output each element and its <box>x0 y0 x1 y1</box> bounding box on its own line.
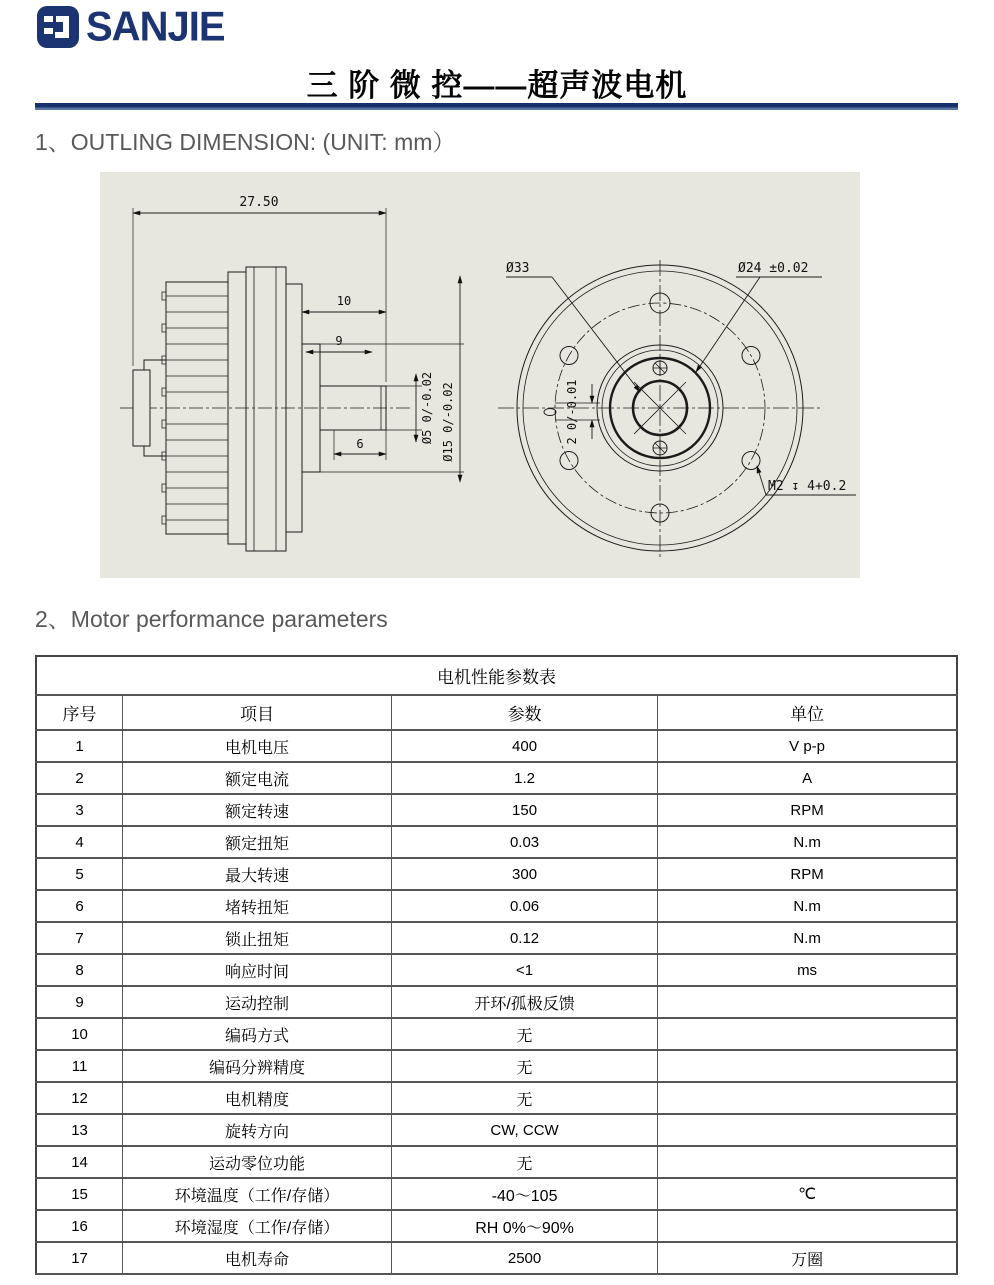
table-cell: -40～105 <box>391 1178 657 1210</box>
table-cell: 电机精度 <box>123 1082 392 1114</box>
table-cell: 额定扭矩 <box>123 826 392 858</box>
table-cell: 15 <box>36 1178 123 1210</box>
table-row <box>36 1146 957 1178</box>
column-header: 参数 <box>391 695 657 730</box>
table-cell: 编码分辨精度 <box>123 1050 392 1082</box>
table-cell: 旋转方向 <box>123 1114 392 1146</box>
table-cell: 150 <box>391 794 657 826</box>
table-cell: 万圈 <box>658 1242 957 1274</box>
table-cell: 5 <box>36 858 123 890</box>
table-cell: 12 <box>36 1082 123 1114</box>
table-cell: N.m <box>658 890 957 922</box>
dim-6: 6 <box>356 437 364 451</box>
table-row <box>36 1018 957 1050</box>
table-cell: <1 <box>391 954 657 986</box>
table-row <box>36 1114 957 1146</box>
table-cell: 1.2 <box>391 762 657 794</box>
table-cell <box>658 1018 957 1050</box>
column-header: 项目 <box>123 695 392 730</box>
table-cell: CW, CCW <box>391 1114 657 1146</box>
table-cell: 13 <box>36 1114 123 1146</box>
table-cell: 3 <box>36 794 123 826</box>
table-cell: 8 <box>36 954 123 986</box>
table-cell: 9 <box>36 986 123 1018</box>
table-row <box>36 762 957 794</box>
dim-shaft-diameter: Ø5 0/-0.02 <box>420 371 434 445</box>
table-cell: 堵转扭矩 <box>123 890 392 922</box>
table-cell: 14 <box>36 1146 123 1178</box>
table-row <box>36 954 957 986</box>
table-cell: ℃ <box>658 1178 957 1210</box>
table-cell <box>658 1082 957 1114</box>
outline-dimension-drawing <box>100 172 860 578</box>
table-body <box>36 730 957 1274</box>
table-row <box>36 922 957 954</box>
table-row <box>36 826 957 858</box>
table-title-row <box>36 656 957 695</box>
dim-overall-length: 27.50 <box>239 195 279 210</box>
table-cell: 无 <box>391 1146 657 1178</box>
section-heading-outline-dimension: 1、OUTLING DIMENSION: (UNIT: mm） <box>35 129 456 155</box>
dim-pin: 2 0/-0.01 <box>565 379 579 445</box>
table-cell: 无 <box>391 1082 657 1114</box>
table-cell: 400 <box>391 730 657 762</box>
dim-bolt-circle: Ø24 ±0.02 <box>738 261 809 276</box>
table-cell: 锁止扭矩 <box>123 922 392 954</box>
table-cell: 无 <box>391 1050 657 1082</box>
table-cell: 16 <box>36 1210 123 1242</box>
table-cell: 0.06 <box>391 890 657 922</box>
table-cell: 响应时间 <box>123 954 392 986</box>
dim-9: 9 <box>335 334 343 348</box>
dim-tapped-hole: M2 ↧ 4+0.2 <box>768 479 847 494</box>
table-row <box>36 794 957 826</box>
motor-dimension-svg <box>100 172 860 578</box>
table-cell: 2500 <box>391 1242 657 1274</box>
table-header-row <box>36 695 957 730</box>
table-cell: 0.03 <box>391 826 657 858</box>
table-cell: 运动零位功能 <box>123 1146 392 1178</box>
table-cell: 环境湿度（工作/存储） <box>123 1210 392 1242</box>
table-row <box>36 1082 957 1114</box>
table-cell: 开环/孤极反馈 <box>391 986 657 1018</box>
side-view <box>120 195 464 551</box>
table-row <box>36 1050 957 1082</box>
table-cell <box>658 1210 957 1242</box>
table-cell: 300 <box>391 858 657 890</box>
dim-10: 10 <box>336 294 352 308</box>
table-cell: 17 <box>36 1242 123 1274</box>
table-cell: 电机寿命 <box>123 1242 392 1274</box>
table-cell: 环境温度（工作/存储） <box>123 1178 392 1210</box>
front-view <box>498 260 856 560</box>
table-cell: A <box>658 762 957 794</box>
table-cell <box>658 1114 957 1146</box>
table-row <box>36 1242 957 1274</box>
dim-pilot-diameter: Ø15 0/-0.02 <box>441 382 455 462</box>
sanjie-logo-icon <box>36 4 80 50</box>
brand-logo <box>36 4 225 50</box>
table-cell: ms <box>658 954 957 986</box>
table-cell: N.m <box>658 826 957 858</box>
table-cell: 6 <box>36 890 123 922</box>
dim-outer-diameter: Ø33 <box>506 261 530 276</box>
table-cell: RH 0%～90% <box>391 1210 657 1242</box>
table-cell: 1 <box>36 730 123 762</box>
table-cell: 7 <box>36 922 123 954</box>
table-cell: 0.12 <box>391 922 657 954</box>
table-title: 电机性能参数表 <box>36 656 957 695</box>
table-row <box>36 986 957 1018</box>
section-heading-performance: 2、Motor performance parameters <box>35 606 388 632</box>
table-cell: 4 <box>36 826 123 858</box>
page-title: 三 阶 微 控——超声波电机 <box>306 68 688 103</box>
table-cell: 编码方式 <box>123 1018 392 1050</box>
table-cell <box>658 986 957 1018</box>
table-row <box>36 730 957 762</box>
table-cell: 额定转速 <box>123 794 392 826</box>
table-row <box>36 858 957 890</box>
table-cell <box>658 1050 957 1082</box>
table-row <box>36 890 957 922</box>
table-row <box>36 1210 957 1242</box>
table-cell: 无 <box>391 1018 657 1050</box>
motor-parameters-table <box>35 655 958 1275</box>
column-header: 单位 <box>658 695 957 730</box>
table-cell: RPM <box>658 794 957 826</box>
table-cell: 最大转速 <box>123 858 392 890</box>
table-cell: V p-p <box>658 730 957 762</box>
title-divider <box>35 103 958 110</box>
table-cell <box>658 1146 957 1178</box>
table-cell: 额定电流 <box>123 762 392 794</box>
table-row <box>36 1178 957 1210</box>
table-cell: N.m <box>658 922 957 954</box>
table-cell: 运动控制 <box>123 986 392 1018</box>
table-cell: 11 <box>36 1050 123 1082</box>
table-cell: RPM <box>658 858 957 890</box>
brand-name: SANJIE <box>86 3 225 51</box>
column-header: 序号 <box>36 695 123 730</box>
table-cell: 10 <box>36 1018 123 1050</box>
table-cell: 2 <box>36 762 123 794</box>
table-cell: 电机电压 <box>123 730 392 762</box>
